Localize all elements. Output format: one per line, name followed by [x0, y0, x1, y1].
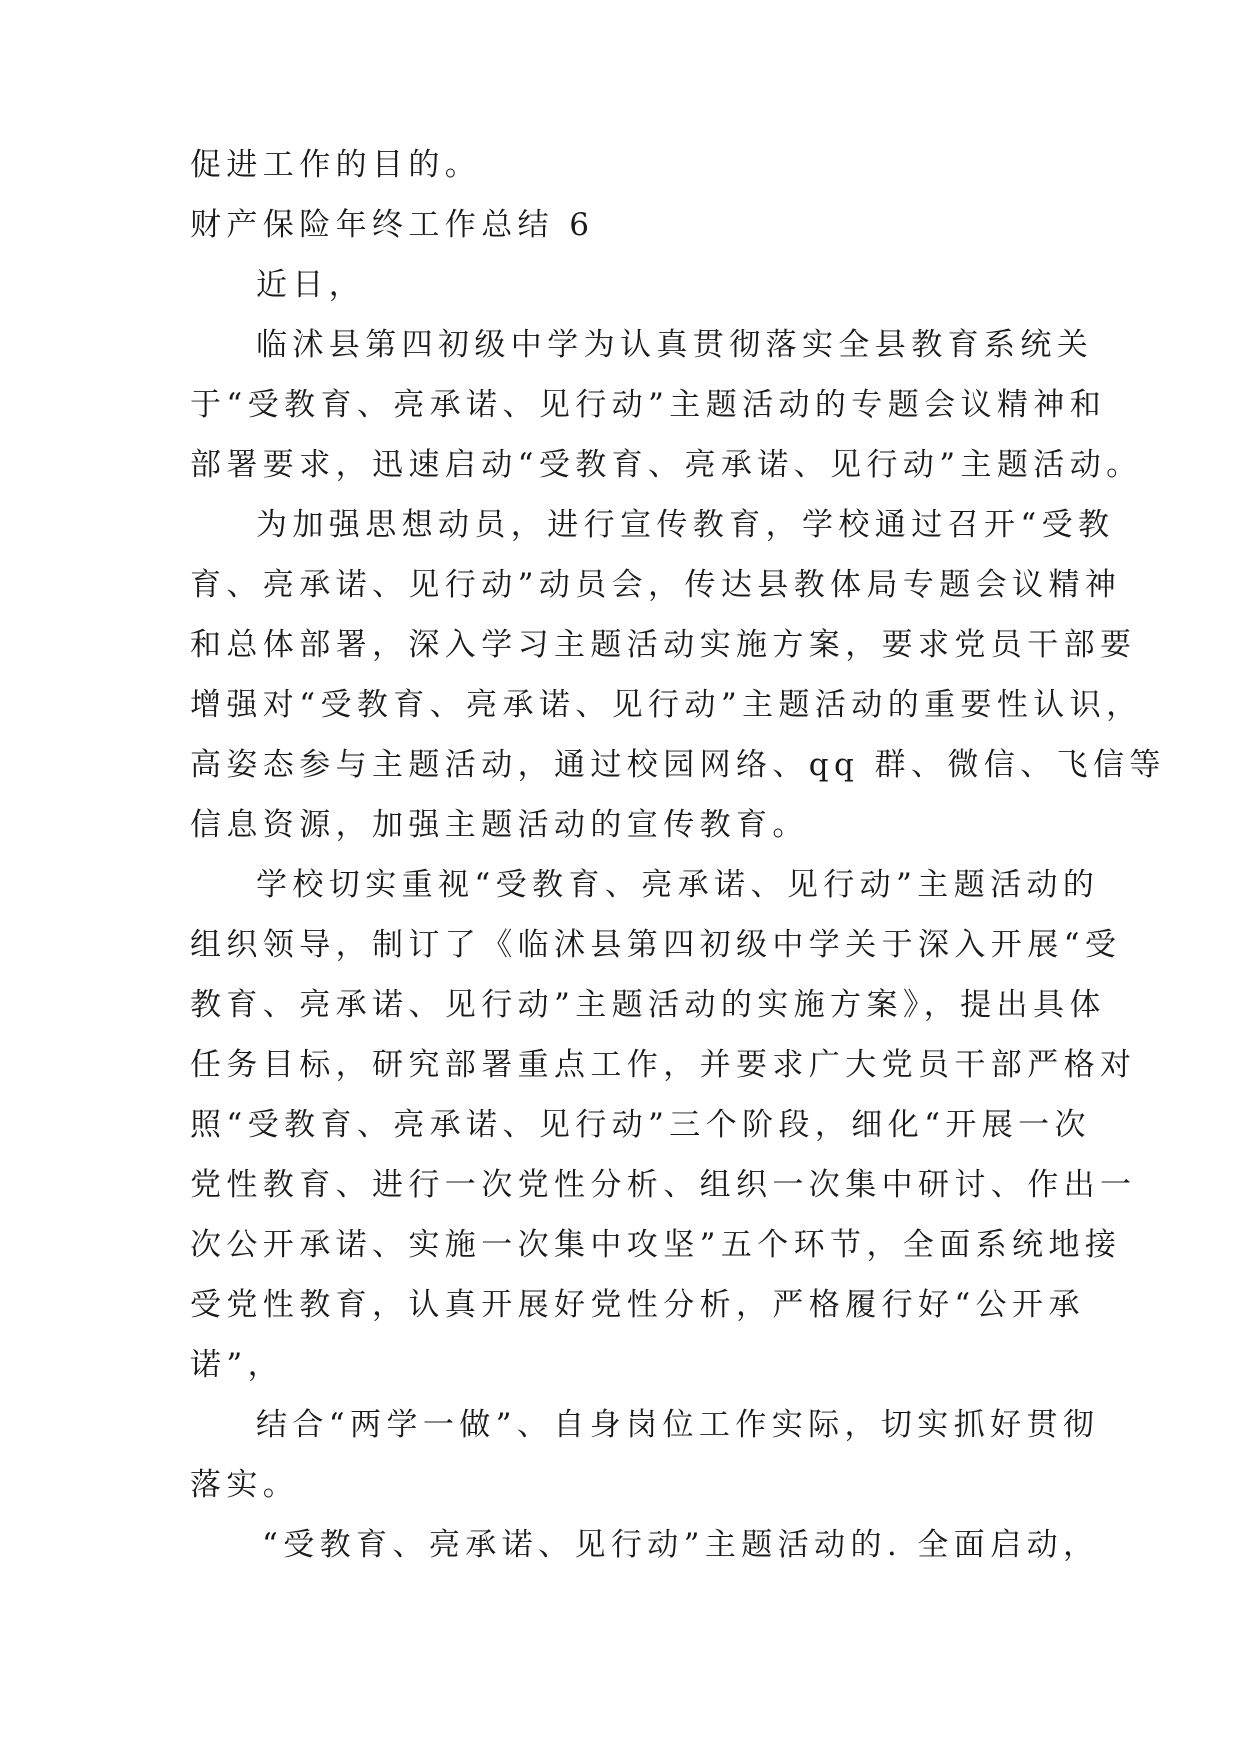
text-line-22: 结合“两学一做”、自身岗位工作实际，切实抓好贯彻: [256, 1407, 1100, 1443]
text-line-24: “受教育、亮承诺、见行动”主题活动的. 全面启动，: [262, 1527, 1100, 1563]
text-line-1: 促进工作的目的。: [190, 147, 482, 183]
text-line-7: 为加强思想动员，进行宣传教育，学校通过召开“受教: [256, 507, 1115, 543]
text-line-6: 部署要求，迅速启动“受教育、亮承诺、见行动”主题活动。: [190, 447, 1143, 483]
text-line-14: 组织领导，制订了《临沭县第四初级中学关于深入开展“受: [190, 927, 1122, 963]
text-line-9: 和总体部署，深入学习主题活动实施方案，要求党员干部要: [190, 627, 1137, 663]
section-heading: 财产保险年终工作总结 6: [190, 207, 595, 243]
text-line-23: 落实。: [190, 1467, 300, 1503]
text-line-15: 教育、亮承诺、见行动”主题活动的实施方案》，提出具体: [190, 987, 1106, 1023]
text-line-3: 近日，: [256, 267, 366, 303]
text-line-20: 受党性教育，认真开展好党性分析，严格履行好“公开承: [190, 1287, 1085, 1323]
text-line-4: 临沭县第四初级中学为认真贯彻落实全县教育系统关: [256, 327, 1094, 363]
text-line-16: 任务目标，研究部署重点工作，并要求广大党员干部严格对: [190, 1047, 1137, 1083]
text-line-8: 育、亮承诺、见行动”动员会，传达县教体局专题会议精神: [190, 567, 1122, 603]
text-line-10: 增强对“受教育、亮承诺、见行动”主题活动的重要性认识，: [190, 687, 1143, 723]
text-line-21: 诺”，: [190, 1347, 285, 1383]
document-body: [190, 135, 1166, 1575]
text-line-19: 次公开承诺、实施一次集中攻坚”五个环节，全面系统地接: [190, 1227, 1122, 1263]
text-line-5: 于“受教育、亮承诺、见行动”主题活动的专题会议精神和: [190, 387, 1107, 423]
text-line-11: 高姿态参与主题活动，通过校园网络、qq 群、微信、飞信等: [190, 747, 1166, 783]
text-line-17: 照“受教育、亮承诺、见行动”三个阶段，细化“开展一次: [190, 1107, 1091, 1143]
text-line-18: 党性教育、进行一次党性分析、组织一次集中研讨、作出一: [190, 1167, 1137, 1203]
text-line-13: 学校切实重视“受教育、亮承诺、见行动”主题活动的: [256, 867, 1100, 903]
text-line-12: 信息资源，加强主题活动的宣传教育。: [190, 807, 809, 843]
